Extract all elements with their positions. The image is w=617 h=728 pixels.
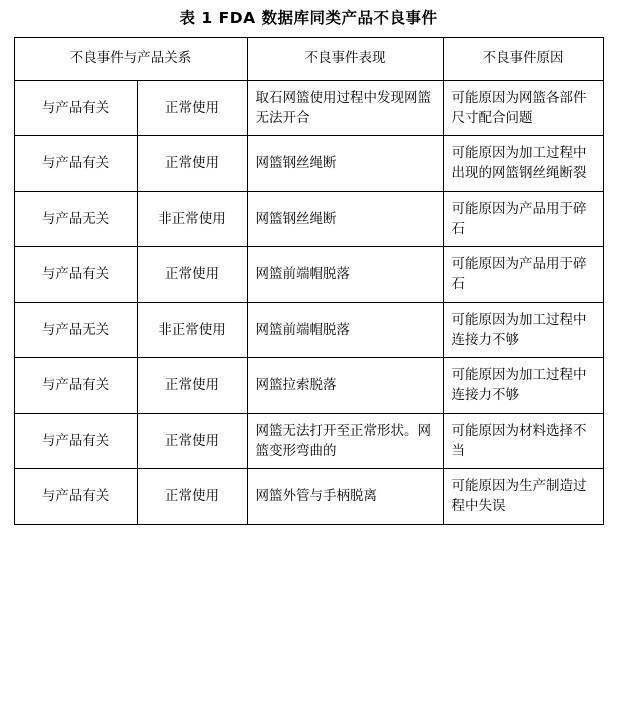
cell-usage: 正常使用 xyxy=(137,136,247,192)
table-row xyxy=(14,136,603,192)
cell-manifestation: 网篮前端帽脱落 xyxy=(247,247,443,303)
cell-relation: 与产品无关 xyxy=(14,191,137,247)
cell-manifestation: 网篮外管与手柄脱离 xyxy=(247,469,443,525)
cell-cause: 可能原因为产品用于碎石 xyxy=(443,191,603,247)
table-row xyxy=(14,302,603,358)
cell-cause: 可能原因为产品用于碎石 xyxy=(443,247,603,303)
column-header-cause: 不良事件原因 xyxy=(443,37,603,80)
cell-relation: 与产品有关 xyxy=(14,413,137,469)
cell-cause: 可能原因为材料选择不当 xyxy=(443,413,603,469)
table-header-row xyxy=(14,37,603,80)
cell-relation: 与产品有关 xyxy=(14,247,137,303)
cell-cause: 可能原因为加工过程中连接力不够 xyxy=(443,358,603,414)
table-row xyxy=(14,413,603,469)
cell-manifestation: 取石网篮使用过程中发现网篮无法开合 xyxy=(247,80,443,136)
table-row xyxy=(14,247,603,303)
table-caption: 表 1 FDA 数据库同类产品不良事件 xyxy=(179,9,438,27)
cell-cause: 可能原因为网篮各部件尺寸配合问题 xyxy=(443,80,603,136)
cell-relation: 与产品有关 xyxy=(14,358,137,414)
cell-cause: 可能原因为加工过程中出现的网篮钢丝绳断裂 xyxy=(443,136,603,192)
cell-manifestation: 网篮无法打开至正常形状。网篮变形弯曲的 xyxy=(247,413,443,469)
table-row xyxy=(14,358,603,414)
cell-cause: 可能原因为生产制造过程中失误 xyxy=(443,469,603,525)
column-header-manifestation: 不良事件表现 xyxy=(247,37,443,80)
column-header-relation: 不良事件与产品关系 xyxy=(14,37,247,80)
cell-manifestation: 网篮拉索脱落 xyxy=(247,358,443,414)
cell-cause: 可能原因为加工过程中连接力不够 xyxy=(443,302,603,358)
cell-usage: 正常使用 xyxy=(137,247,247,303)
table-row xyxy=(14,469,603,525)
cell-usage: 非正常使用 xyxy=(137,302,247,358)
cell-usage: 非正常使用 xyxy=(137,191,247,247)
cell-usage: 正常使用 xyxy=(137,413,247,469)
cell-usage: 正常使用 xyxy=(137,80,247,136)
cell-usage: 正常使用 xyxy=(137,358,247,414)
cell-manifestation: 网篮钢丝绳断 xyxy=(247,191,443,247)
cell-manifestation: 网篮钢丝绳断 xyxy=(247,136,443,192)
adverse-events-table xyxy=(14,37,604,525)
cell-relation: 与产品有关 xyxy=(14,80,137,136)
cell-relation: 与产品无关 xyxy=(14,302,137,358)
cell-relation: 与产品有关 xyxy=(14,136,137,192)
cell-usage: 正常使用 xyxy=(137,469,247,525)
table-row xyxy=(14,191,603,247)
table-row xyxy=(14,80,603,136)
cell-manifestation: 网篮前端帽脱落 xyxy=(247,302,443,358)
cell-relation: 与产品有关 xyxy=(14,469,137,525)
